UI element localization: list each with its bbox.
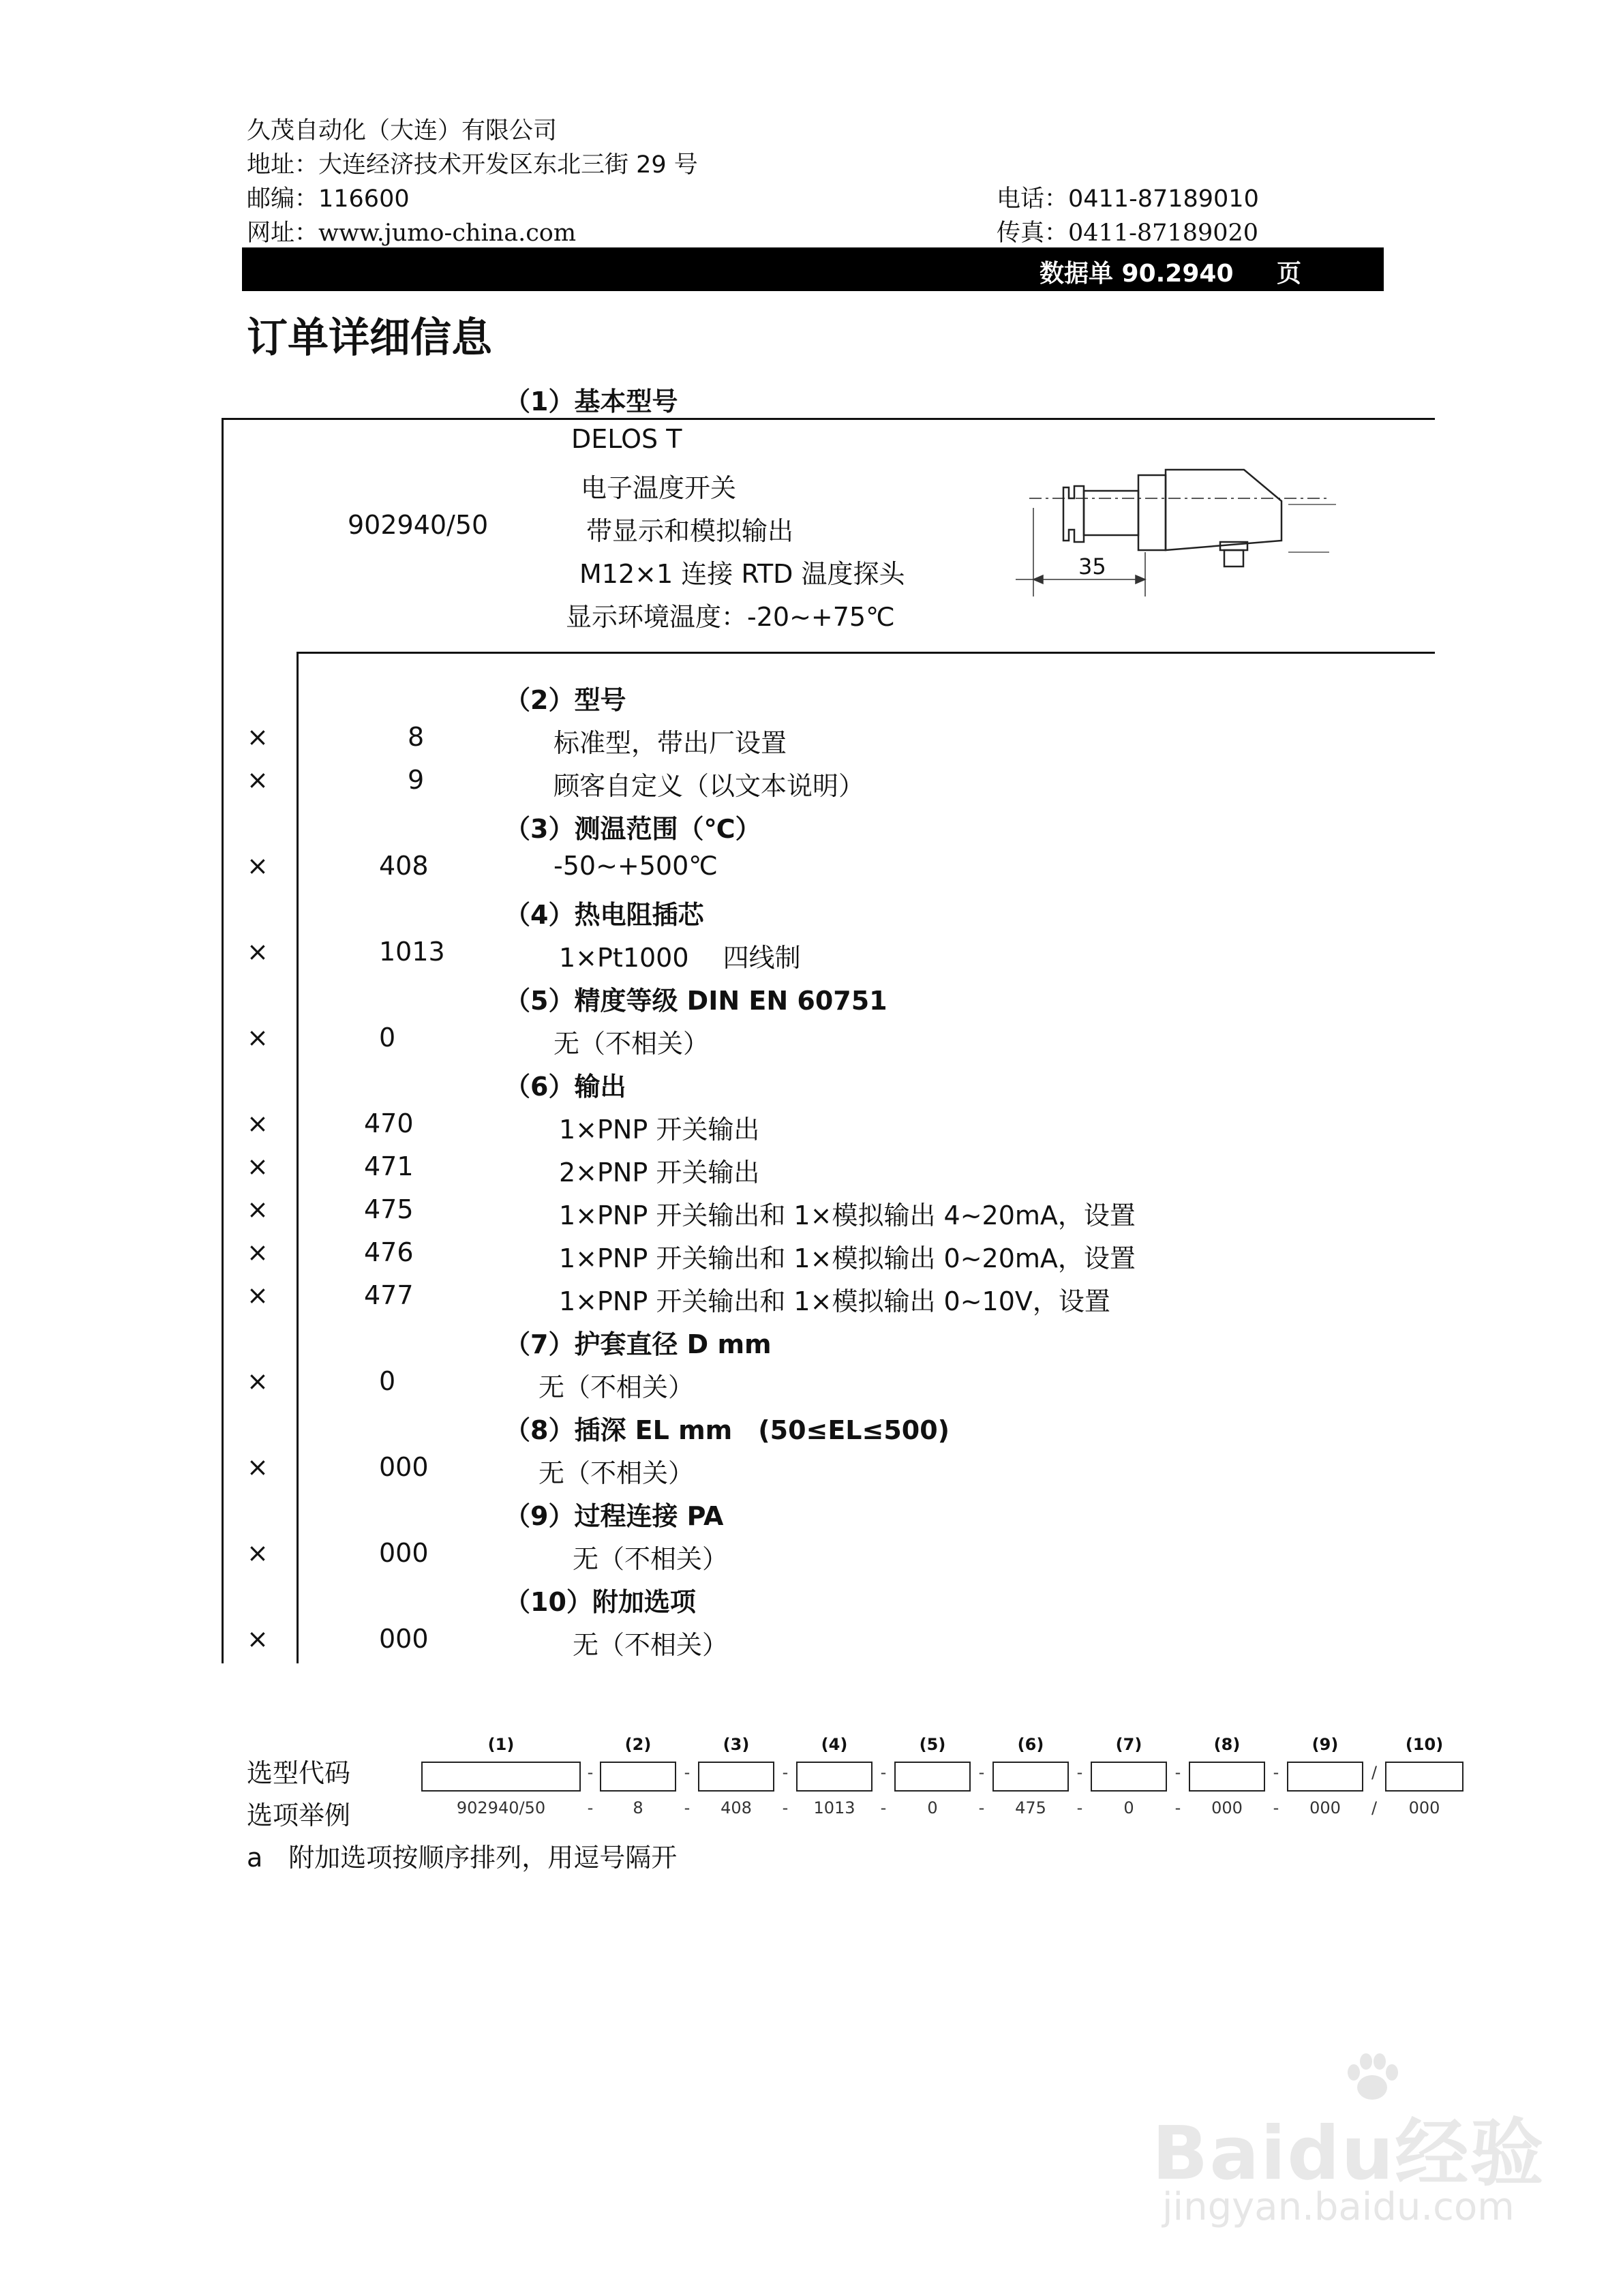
order-code-box[interactable] [992, 1762, 1069, 1792]
row-code: 0 [379, 1366, 396, 1396]
order-example-label: 选项举例 [247, 1800, 351, 1830]
row-code: 0 [379, 1023, 396, 1053]
dimension-label: 35 [1078, 554, 1106, 579]
type-heading: （2）型号 [504, 685, 626, 715]
page-title: 订单详细信息 [247, 314, 492, 362]
order-code-box[interactable] [894, 1762, 971, 1792]
table-left-rule [222, 418, 224, 1663]
example-value: 0 [1123, 1798, 1134, 1817]
row-mark: × [247, 1624, 269, 1654]
row-description: 标准型，带出厂设置 [553, 728, 787, 758]
row-mark: × [247, 1194, 269, 1224]
basic-line-5: 显示环境温度：-20~+75℃ [566, 602, 895, 632]
field-separator: - [587, 1763, 594, 1782]
row-mark: × [247, 851, 269, 881]
output-heading: （6）输出 [504, 1072, 626, 1102]
fax: 传真：0411-87189020 [997, 220, 1259, 247]
row-mark: × [247, 937, 269, 967]
watermark-url: jingyan.baidu.com [1162, 2185, 1515, 2229]
insertion-depth-heading: （8）插深 EL mm (50≤EL≤500) [504, 1415, 950, 1445]
row-description: 1×PNP 开关输出和 1×模拟输出 0~10V，设置 [559, 1286, 1110, 1316]
example-value: 475 [1015, 1798, 1046, 1817]
field-separator: - [1076, 1798, 1083, 1817]
row-description: 无（不相关） [573, 1630, 729, 1660]
row-description: -50~+500℃ [553, 851, 718, 881]
field-number: (3) [723, 1735, 750, 1754]
row-description: 无（不相关） [573, 1544, 729, 1574]
example-value: 000 [1309, 1798, 1341, 1817]
order-code-box[interactable] [1385, 1762, 1463, 1792]
row-description: 2×PNP 开关输出 [559, 1158, 760, 1188]
field-separator: - [1174, 1798, 1181, 1817]
field-number: (8) [1213, 1735, 1241, 1754]
basic-line-1: DELOS T [571, 424, 682, 454]
row-description: 1×Pt1000 四线制 [559, 943, 801, 973]
basic-line-4: M12×1 连接 RTD 温度探头 [579, 559, 905, 589]
field-separator: - [880, 1798, 887, 1817]
table-top-rule [222, 418, 1435, 420]
basic-line-3: 带显示和模拟输出 [586, 516, 794, 546]
basic-bottom-rule [297, 652, 1435, 654]
field-separator: / [1371, 1763, 1378, 1782]
inner-left-rule [297, 652, 299, 1663]
phone: 电话：0411-87189010 [997, 185, 1259, 213]
baidu-watermark: Baidu经验 [1152, 2111, 1545, 2196]
example-value: 1013 [813, 1798, 855, 1817]
basic-line-2: 电子温度开关 [581, 473, 737, 503]
example-value: 000 [1408, 1798, 1440, 1817]
order-code-box[interactable] [698, 1762, 774, 1792]
row-code: 8 [408, 722, 425, 752]
field-separator: - [880, 1763, 887, 1782]
row-mark: × [247, 1538, 269, 1568]
field-separator: - [684, 1763, 691, 1782]
field-number: (1) [487, 1735, 515, 1754]
example-value: 902940/50 [456, 1798, 546, 1817]
field-separator: - [1076, 1763, 1083, 1782]
field-number: (6) [1017, 1735, 1044, 1754]
row-description: 无（不相关） [539, 1458, 695, 1488]
page-number: 页 20/21 [1277, 260, 1354, 317]
field-separator: - [1273, 1798, 1279, 1817]
row-code: 000 [379, 1452, 429, 1482]
rtd-insert-heading: （4）热电阻插芯 [504, 900, 704, 930]
row-code: 476 [364, 1237, 414, 1267]
header-bar [242, 247, 1384, 317]
order-code-box[interactable] [796, 1762, 873, 1792]
field-number: (4) [821, 1735, 848, 1754]
example-value: 408 [721, 1798, 752, 1817]
product-drawing [1016, 440, 1343, 603]
row-description: 1×PNP 开关输出和 1×模拟输出 0~20mA，设置 [559, 1243, 1136, 1273]
row-mark: × [247, 765, 269, 795]
field-separator: - [978, 1798, 985, 1817]
row-mark: × [247, 1280, 269, 1310]
row-code: 477 [364, 1280, 414, 1310]
row-mark: × [247, 1452, 269, 1482]
order-code-label: 选型代码 [247, 1758, 351, 1788]
row-code: 000 [379, 1624, 429, 1654]
extra-options-heading: （10）附加选项 [504, 1587, 696, 1617]
field-separator: - [684, 1798, 691, 1817]
website[interactable]: 网址：www.jumo-china.com [247, 220, 577, 247]
field-separator: / [1371, 1798, 1378, 1817]
company-name: 久茂自动化（大连）有限公司 [247, 117, 558, 145]
field-separator: - [782, 1798, 789, 1817]
order-code-box[interactable] [600, 1762, 676, 1792]
row-mark: × [247, 1023, 269, 1053]
row-code: 000 [379, 1538, 429, 1568]
address: 地址：大连经济技术开发区东北三街 29 号 [247, 151, 698, 179]
process-connection-heading: （9）过程连接 PA [504, 1501, 724, 1531]
field-number: (10) [1405, 1735, 1444, 1754]
row-description: 1×PNP 开关输出 [559, 1115, 760, 1145]
row-mark: × [247, 722, 269, 752]
field-number: (5) [919, 1735, 946, 1754]
order-code-box[interactable] [1091, 1762, 1167, 1792]
basic-type-code: 902940/50 [348, 510, 489, 540]
field-separator: - [978, 1763, 985, 1782]
row-code: 475 [364, 1194, 414, 1224]
sheath-diameter-heading: （7）护套直径 D mm [504, 1329, 772, 1359]
row-code: 471 [364, 1151, 414, 1181]
datasheet-number: 数据单 90.2940 [1040, 260, 1234, 288]
row-description: 无（不相关） [553, 1029, 710, 1059]
row-description: 无（不相关） [539, 1372, 695, 1402]
example-value: 8 [633, 1798, 643, 1817]
order-code-box[interactable] [421, 1762, 581, 1792]
field-separator: - [1273, 1763, 1279, 1782]
row-mark: × [247, 1108, 269, 1138]
field-number: (9) [1311, 1735, 1339, 1754]
row-mark: × [247, 1237, 269, 1267]
range-heading: （3）测温范围（℃） [504, 814, 761, 844]
row-code: 470 [364, 1108, 414, 1138]
row-description: 顾客自定义（以文本说明） [553, 771, 865, 801]
order-code-box[interactable] [1189, 1762, 1265, 1792]
order-code-box[interactable] [1287, 1762, 1363, 1792]
accuracy-heading: （5）精度等级 DIN EN 60751 [504, 986, 888, 1016]
row-mark: × [247, 1151, 269, 1181]
example-value: 0 [927, 1798, 938, 1817]
field-separator: - [782, 1763, 789, 1782]
example-value: 000 [1211, 1798, 1243, 1817]
field-separator: - [587, 1798, 594, 1817]
basic-type-heading: （1）基本型号 [504, 387, 678, 417]
field-number: (2) [624, 1735, 652, 1754]
footnote: a 附加选项按顺序排列，用逗号隔开 [247, 1843, 678, 1873]
field-separator: - [1174, 1763, 1181, 1782]
row-description: 1×PNP 开关输出和 1×模拟输出 4~20mA，设置 [559, 1200, 1136, 1230]
paw-icon [1341, 2052, 1403, 2109]
row-code: 1013 [379, 937, 445, 967]
field-number: (7) [1115, 1735, 1142, 1754]
row-mark: × [247, 1366, 269, 1396]
postcode: 邮编：116600 [247, 185, 410, 213]
row-code: 408 [379, 851, 429, 881]
row-code: 9 [408, 765, 425, 795]
